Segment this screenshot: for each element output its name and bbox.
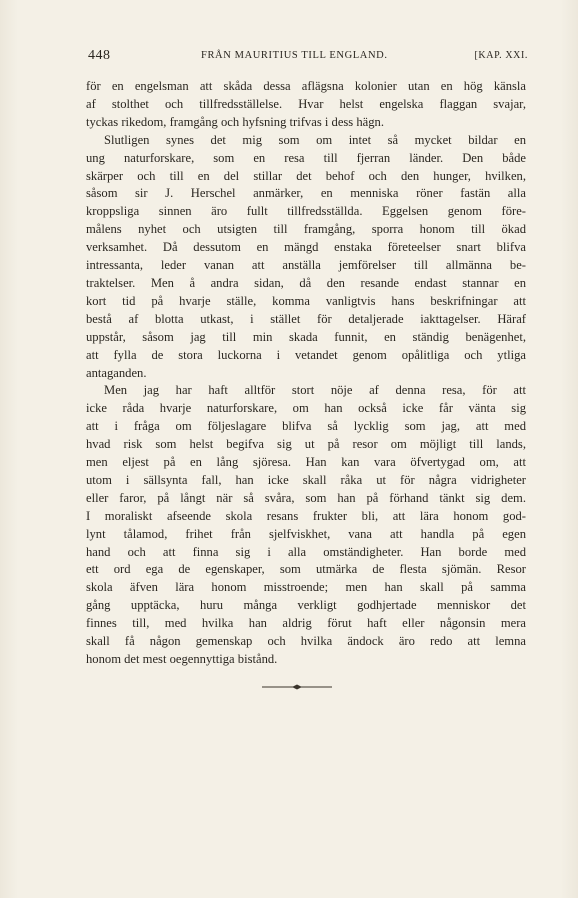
text-line: skola äfven lära honom misstroende; men han skall på samma (86, 580, 526, 595)
text-line: intressanta, leder vanan att anställa jemförelser till allmänna be- (86, 258, 526, 273)
text-line: hvad risk som helst begifva sig ut på resor om möjligt till lands, (86, 437, 526, 452)
text-line: verksamhet. Då dessutom en mängd enstaka företeelser snart blifva (86, 240, 526, 255)
page-number: 448 (88, 48, 111, 63)
text-line: af stolthet och tillfredsställelse. Hvar helst engelska flaggan svajar, (86, 96, 526, 111)
text-line: Slutligen synes det mig som om intet så mycket bildar en (104, 132, 526, 147)
body-text (86, 78, 526, 669)
text-line: finnes till, med hvilka han aldrig förut haft eller någonsin mera (86, 616, 526, 631)
text-line: Men jag har haft alltför stort nöje af denna resa, för att (104, 383, 526, 398)
text-line: såsom sir J. Herschel anmärker, en menniska röner fastän alla (86, 186, 526, 201)
text-line: honom det mest oegennyttiga bistånd. (86, 652, 278, 666)
text-line: skall få någon gemenskap och hvilka ändock äro redo att lemna (86, 634, 526, 649)
text-line: för en engelsman att skåda dessa aflägsna kolonier utan en hög känsla (86, 79, 526, 93)
text-line: men eljest på en lång sjöresa. Han kan vara öfvertygad om, att (86, 455, 526, 470)
text-line: traktelser. Men å andra sidan, då den resande endast stannar en (86, 275, 526, 290)
text-line: bestå af blotta utkast, i stället för detaljerade iakttagelser. Häraf (86, 311, 526, 326)
text-line: att fylla de stora luckorna i vetandet genom opålitliga och ytliga (86, 347, 526, 362)
text-line: lynt tålamod, frihet från sjelfviskhet, vana att handla på egen (86, 526, 526, 541)
text-line: ung naturforskare, som en resa till fjerran länder. Den både (86, 150, 526, 165)
chapter-reference: [KAP. XXI. (474, 50, 528, 61)
page-header (88, 48, 528, 66)
text-line: tyckas rikedom, framgång och hyfsning trifvas i dess hägn. (86, 114, 384, 129)
text-line: icke råda hvarje naturforskare, om han också icke får vänta sig (86, 401, 526, 416)
text-line: utom i sällsynta fall, han icke skall råka ut för några vidrigheter (86, 472, 526, 487)
section-end-ornament (262, 684, 332, 690)
text-line: kort tid på hvarje ställe, komma vanligtvis hans beskrifningar att (86, 293, 526, 308)
text-line: antaganden. (86, 365, 147, 380)
text-line: I moraliskt afseende skola resans frukter bli, att lära honom god- (86, 508, 526, 523)
text-line: kroppsliga sinnen äro fullt tillfredsställda. Eggelsen genom före- (86, 204, 526, 219)
running-title: FRÅN MAURITIUS TILL ENGLAND. (201, 50, 388, 61)
text-line: gång upptäcka, huru många verkligt godhjertade menniskor det (86, 598, 526, 613)
text-line: uppstår, såsom jag till min skada funnit, en ständig benägenhet, (86, 329, 526, 344)
text-line: ett ord ega de egenskaper, som utmärka de flesta sjömän. Resor (86, 562, 526, 577)
text-line: att i fråga om följeslagare blifva så lycklig som jag, att med (86, 419, 526, 434)
text-line: målens nyhet och utsigten till framgång, sporra honom till ökad (86, 222, 526, 237)
text-line: hand och att finna sig i alla omständigheter. Han borde med (86, 544, 526, 559)
text-line: skärper och till en del stillar det behof och den hunger, hvilken, (86, 168, 526, 183)
text-line: eller faror, på långt när så svåra, som han på förhand tänkt sig dem. (86, 490, 526, 505)
